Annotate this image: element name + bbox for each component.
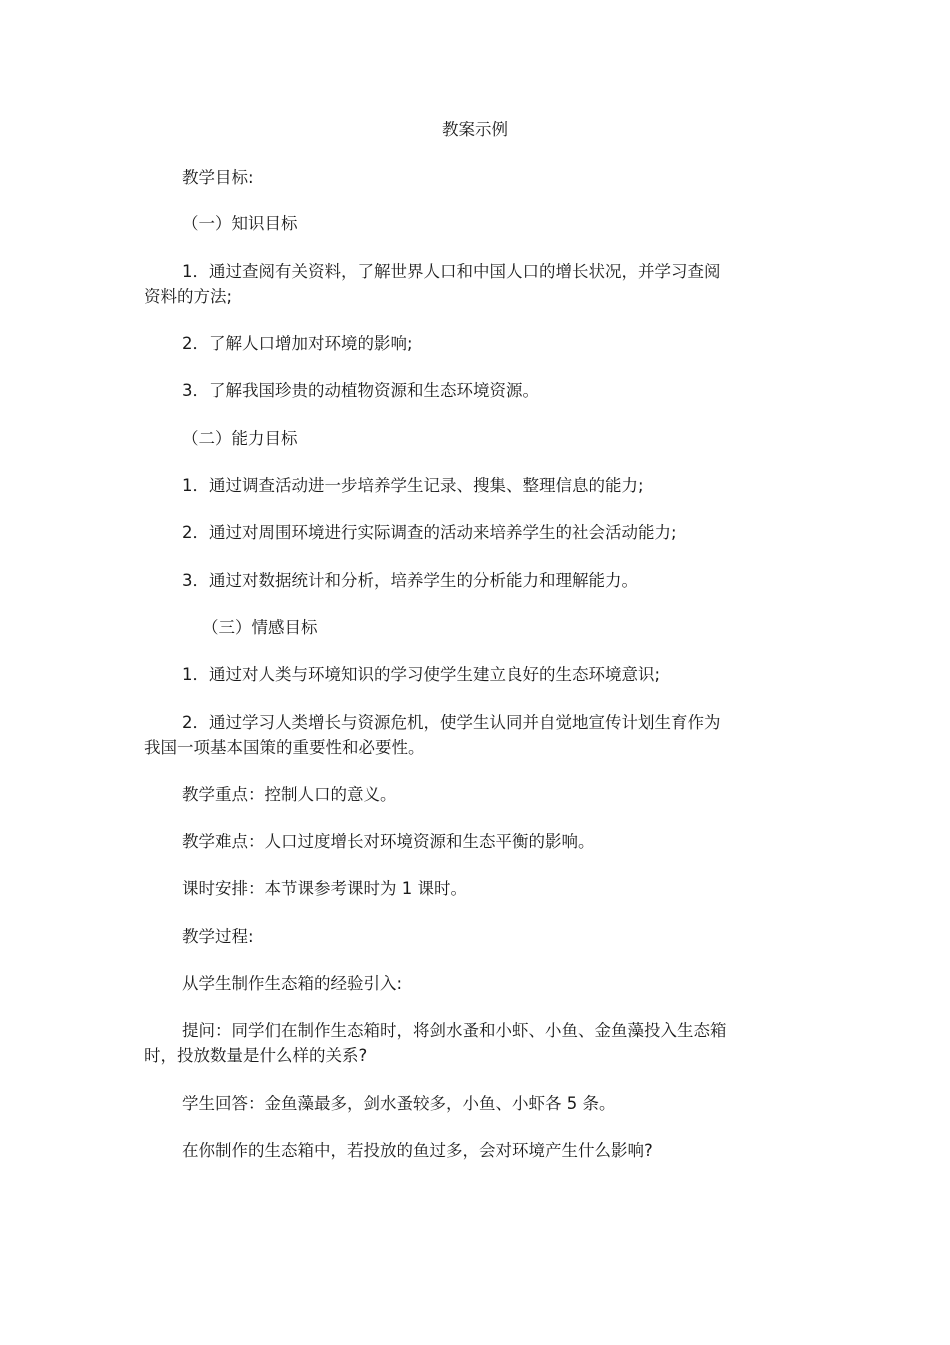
knowledge-item-1-line-2: 资料的方法; [144,287,233,306]
emotion-item-1: 1．通过对人类与环境知识的学习使学生建立良好的生态环境意识; [182,665,661,684]
knowledge-item-1-line-1: 1．通过查阅有关资料，了解世界人口和中国人口的增长状况，并学习查阅 [182,262,721,281]
ability-item-2: 2．通过对周围环境进行实际调查的活动来培养学生的社会活动能力; [182,523,677,542]
process-heading: 教学过程: [182,927,254,946]
knowledge-goals-heading: （一）知识目标 [182,214,298,233]
document-title: 教案示例 [442,120,508,139]
goals-heading: 教学目标: [182,168,254,187]
question-line-2: 时，投放数量是什么样的关系? [144,1046,368,1065]
emotion-goals-heading: （三）情感目标 [202,618,318,637]
followup-question: 在你制作的生态箱中，若投放的鱼过多，会对环境产生什么影响? [182,1141,653,1160]
schedule: 课时安排：本节课参考课时为 1 课时。 [182,879,467,898]
emotion-item-2-line-2: 我国一项基本国策的重要性和必要性。 [144,738,425,757]
knowledge-item-2: 2．了解人口增加对环境的影响; [182,334,413,353]
key-point: 教学重点：控制人口的意义。 [182,785,397,804]
difficulty: 教学难点：人口过度增长对环境资源和生态平衡的影响。 [182,832,595,851]
ability-item-1: 1．通过调查活动进一步培养学生记录、搜集、整理信息的能力; [182,476,644,495]
emotion-item-2-line-1: 2．通过学习人类增长与资源危机，使学生认同并自觉地宣传计划生育作为 [182,713,721,732]
ability-item-3: 3．通过对数据统计和分析，培养学生的分析能力和理解能力。 [182,571,638,590]
knowledge-item-3: 3．了解我国珍贵的动植物资源和生态环境资源。 [182,381,539,400]
student-answer: 学生回答：金鱼藻最多，剑水蚤较多，小鱼、小虾各 5 条。 [182,1094,616,1113]
ability-goals-heading: （二）能力目标 [182,429,298,448]
question-line-1: 提问：同学们在制作生态箱时，将剑水蚤和小虾、小鱼、金鱼藻投入生态箱 [182,1021,727,1040]
intro-line: 从学生制作生态箱的经验引入: [182,974,403,993]
